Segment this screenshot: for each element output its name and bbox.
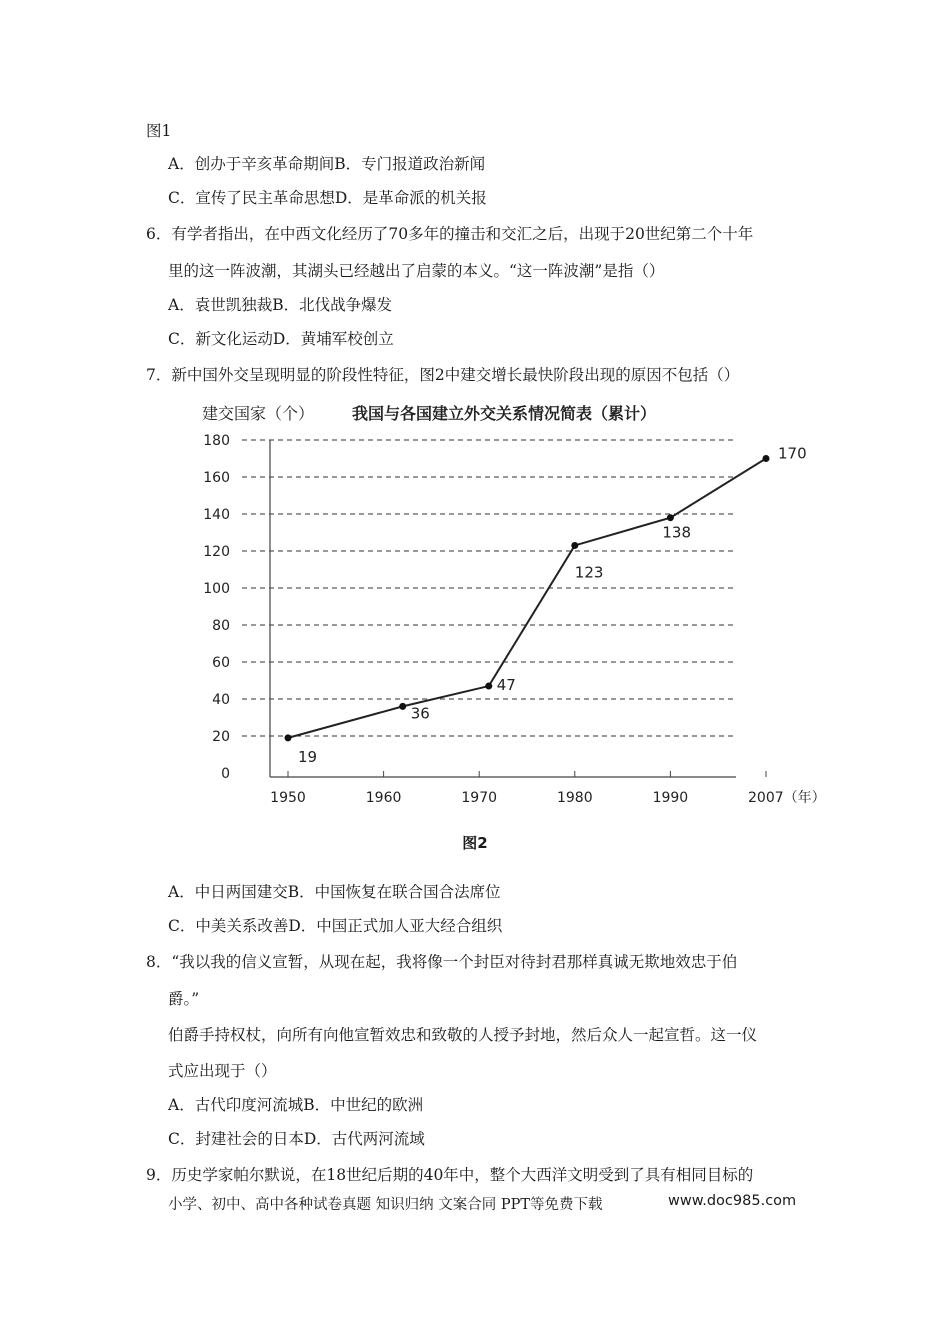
chart-title: 我国与各国建立外交关系情况简表（累计） bbox=[352, 404, 657, 423]
y-axis-title: 建交国家（个） bbox=[202, 404, 315, 423]
figure-1-caption: 图1 bbox=[146, 122, 172, 140]
y-tick-60: 60 bbox=[212, 655, 230, 671]
point-label-1980: 123 bbox=[574, 563, 604, 582]
data-point-labels bbox=[298, 445, 807, 766]
point-1950 bbox=[285, 734, 292, 741]
y-tick-80: 80 bbox=[212, 618, 230, 634]
data-points bbox=[285, 455, 770, 741]
y-tick-180: 180 bbox=[203, 433, 230, 449]
x-tick-1970: 1970 bbox=[461, 790, 498, 806]
x-tick-2007: 2007（年） bbox=[748, 790, 826, 806]
q5-options-cd: C．宣传了民主革命思想D．是革命派的机关报 bbox=[168, 189, 487, 207]
point-1990 bbox=[667, 514, 674, 521]
q5-options-ab: A．创办于辛亥革命期间B．专门报道政治新闻 bbox=[168, 155, 486, 173]
y-tick-100: 100 bbox=[203, 581, 230, 597]
x-tick-1950: 1950 bbox=[270, 790, 306, 806]
y-tick-120: 120 bbox=[203, 544, 230, 560]
point-label-1971: 47 bbox=[496, 676, 516, 695]
point-label-1950: 19 bbox=[298, 747, 318, 766]
point-1980 bbox=[571, 542, 578, 549]
y-tick-0: 0 bbox=[221, 766, 230, 782]
q6-options-ab: A．袁世凯独裁B．北伐战争爆发 bbox=[168, 296, 393, 314]
y-tick-20: 20 bbox=[212, 729, 230, 745]
point-1962 bbox=[399, 703, 406, 710]
q6-options-cd: C．新文化运动D．黄埔军校创立 bbox=[168, 330, 394, 348]
q7-stem: 7．新中国外交呈现明显的阶段性特征，图2中建交增长最快阶段出现的原因不包括（） bbox=[146, 366, 740, 384]
point-2007 bbox=[763, 455, 770, 462]
chart-gridlines bbox=[242, 440, 736, 736]
q8-stem-line1: 8．“我以我的信义宣暂，从现在起，我将像一个封臣对待封君那样真诚无欺地效忠于伯 bbox=[146, 953, 738, 971]
point-label-1990: 138 bbox=[662, 523, 692, 542]
diplomatic-relations-chart bbox=[180, 395, 826, 820]
q6-stem-line2: 里的这一阵波潮，其湖头已经越出了启蒙的本义。“这一阵波潮”是指（） bbox=[168, 262, 665, 280]
figure-2-label: 图2 bbox=[462, 834, 488, 852]
point-1971 bbox=[485, 683, 492, 690]
q8-stem-line2: 爵。” bbox=[168, 990, 200, 1008]
point-label-1962: 36 bbox=[410, 704, 430, 723]
q6-stem-line1: 6．有学者指出，在中西文化经历了70多年的撞击和交汇之后，出现于20世纪第二个十年 bbox=[146, 225, 754, 243]
q7-options-ab: A．中日两国建交B．中国恢复在联合国合法席位 bbox=[168, 883, 501, 901]
q8-stem-line4: 式应出现于（） bbox=[168, 1062, 277, 1080]
point-label-2007: 170 bbox=[778, 444, 807, 463]
y-tick-labels bbox=[203, 433, 230, 782]
x-tick-1990: 1990 bbox=[652, 790, 689, 806]
x-tick-1960: 1960 bbox=[365, 790, 402, 806]
q8-options-ab: A．古代印度河流城B．中世纪的欧洲 bbox=[168, 1096, 424, 1114]
x-tick-labels bbox=[270, 771, 825, 806]
footer-banner bbox=[168, 1193, 797, 1214]
x-tick-1980: 1980 bbox=[556, 790, 593, 806]
y-tick-40: 40 bbox=[212, 692, 230, 708]
footer-text: 小学、初中、高中各种试卷真题 知识归纳 文案合同 PPT等免费下载 bbox=[168, 1197, 603, 1213]
q8-stem-line3: 伯爵手持权杖，向所有向他宣暂效忠和致敬的人授予封地，然后众人一起宣哲。这一仪 bbox=[168, 1026, 758, 1044]
q7-options-cd: C．中美关系改善D．中国正式加人亚大经合组织 bbox=[168, 917, 503, 935]
y-tick-160: 160 bbox=[203, 470, 230, 486]
series-line bbox=[288, 459, 766, 738]
q8-options-cd: C．封建社会的日本D．古代两河流域 bbox=[168, 1130, 425, 1148]
q9-stem-line1: 9．历史学家帕尔默说，在18世纪后期的40年中，整个大西洋文明受到了具有相同目标的 bbox=[146, 1166, 754, 1184]
y-tick-140: 140 bbox=[203, 507, 230, 523]
footer-url[interactable]: www.doc985.com bbox=[668, 1193, 797, 1209]
